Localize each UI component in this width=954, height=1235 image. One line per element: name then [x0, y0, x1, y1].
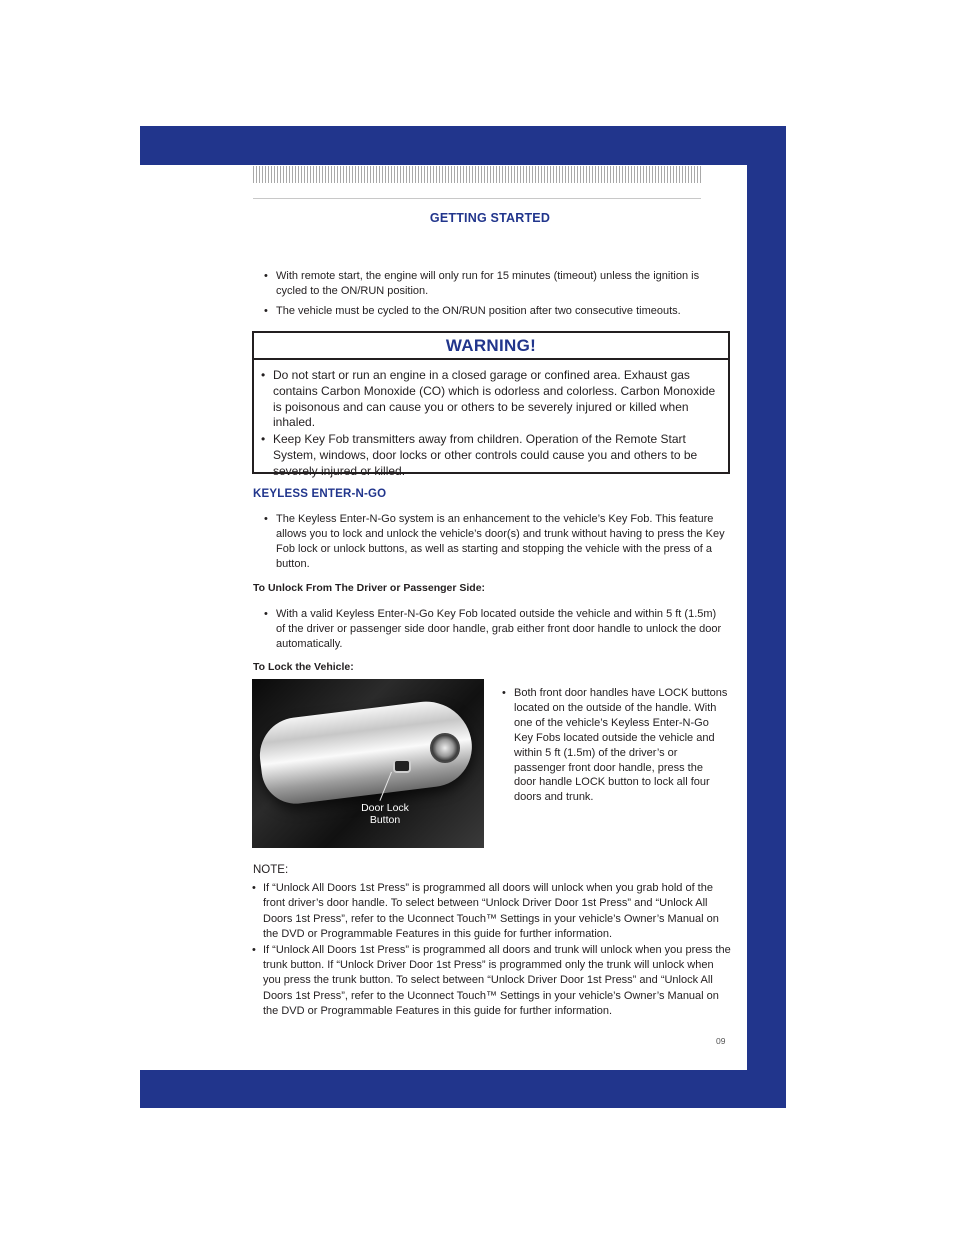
page-frame-bottom	[140, 1070, 786, 1108]
note-heading: NOTE:	[253, 864, 289, 876]
warning-bullet-list	[254, 360, 728, 480]
unlock-bullet-list	[264, 607, 726, 652]
list-item: • With remote start, the engine will only run for 15 minutes (timeout) unless the ignition is cycled to the ON/RUN position.	[264, 269, 730, 299]
key-cylinder-icon	[430, 733, 460, 763]
lock-heading: To Lock the Vehicle:	[253, 661, 354, 673]
lock-bullet-list	[502, 686, 728, 805]
door-lock-button-icon	[393, 759, 411, 773]
list-item: • Do not start or run an engine in a closed garage or confined area. Exhaust gas contains Carbon Monoxide (CO) which is odorless and colorless. Carbon Monoxide is poisonous and can cause you or others to be severely injured or killed when inhaled.	[261, 368, 720, 431]
section-title: GETTING STARTED	[429, 211, 551, 225]
list-item: • Keep Key Fob transmitters away from children. Operation of the Remote Start System, windows, door locks or other controls could cause you and others to be severely injured or killed.	[261, 432, 720, 479]
note-bullet-list	[252, 881, 732, 1020]
warning-box	[252, 331, 730, 478]
page-frame-right	[747, 126, 786, 1108]
list-item: • With a valid Keyless Enter-N-Go Key Fob located outside the vehicle and within 5 ft (1.5m) of the driver or passenger side door handle, grab either front door handle to unlock the door automatically.	[264, 607, 726, 652]
list-item: • If “Unlock All Doors 1st Press” is programmed all doors and trunk will unlock when you press the trunk button. If “Unlock Driver Door 1st Press” is programmed only the trunk will unlock when you press the trunk button. To select between “Unlock Driver Door 1st Press” and “Unlock All Doors 1st Press”, refer to the Uconnect Touch™ Settings in your vehicle’s Owner’s Manual on the DVD or Programmable Features in this guide for further information.	[252, 943, 732, 1020]
keyless-heading: KEYLESS ENTER-N-GO	[253, 488, 387, 500]
page-frame-top	[140, 126, 786, 165]
intro-bullet-list	[264, 269, 730, 324]
list-item: • Both front door handles have LOCK buttons located on the outside of the handle. With one of the vehicle’s Keyless Enter-N-Go Key Fobs located outside the vehicle and within 5 ft (1.5m) of the driver’s or passenger front door handle, press the door handle LOCK button to lock all four doors and trunk.	[502, 686, 728, 805]
list-item: • If “Unlock All Doors 1st Press” is programmed all doors will unlock when you grab hold of the front driver’s door handle. To select between “Unlock Driver Door 1st Press” and “Unlock All Doors 1st Press”, refer to the Uconnect Touch™ Settings in your vehicle’s Owner’s Manual on the DVD or Programmable Features in this guide for further information.	[252, 881, 732, 943]
page-number: 09	[716, 1036, 726, 1046]
list-item: • The vehicle must be cycled to the ON/RUN position after two consecutive timeouts.	[264, 304, 730, 319]
photo-caption: Door Lock Button	[361, 802, 409, 826]
door-handle-photo	[252, 679, 484, 848]
list-item: • The Keyless Enter-N-Go system is an enhancement to the vehicle’s Key Fob. This feature allows you to lock and unlock the vehicle’s door(s) and trunk without having to press the Key Fob lock or unlock buttons, as well as starting and stopping the vehicle with the press of a button.	[264, 512, 726, 572]
header-tick-ruler	[253, 166, 703, 183]
header-rule	[253, 198, 701, 199]
warning-title: WARNING!	[254, 333, 728, 360]
unlock-heading: To Unlock From The Driver or Passenger Side:	[253, 582, 486, 594]
keyless-bullet-list	[264, 512, 726, 572]
